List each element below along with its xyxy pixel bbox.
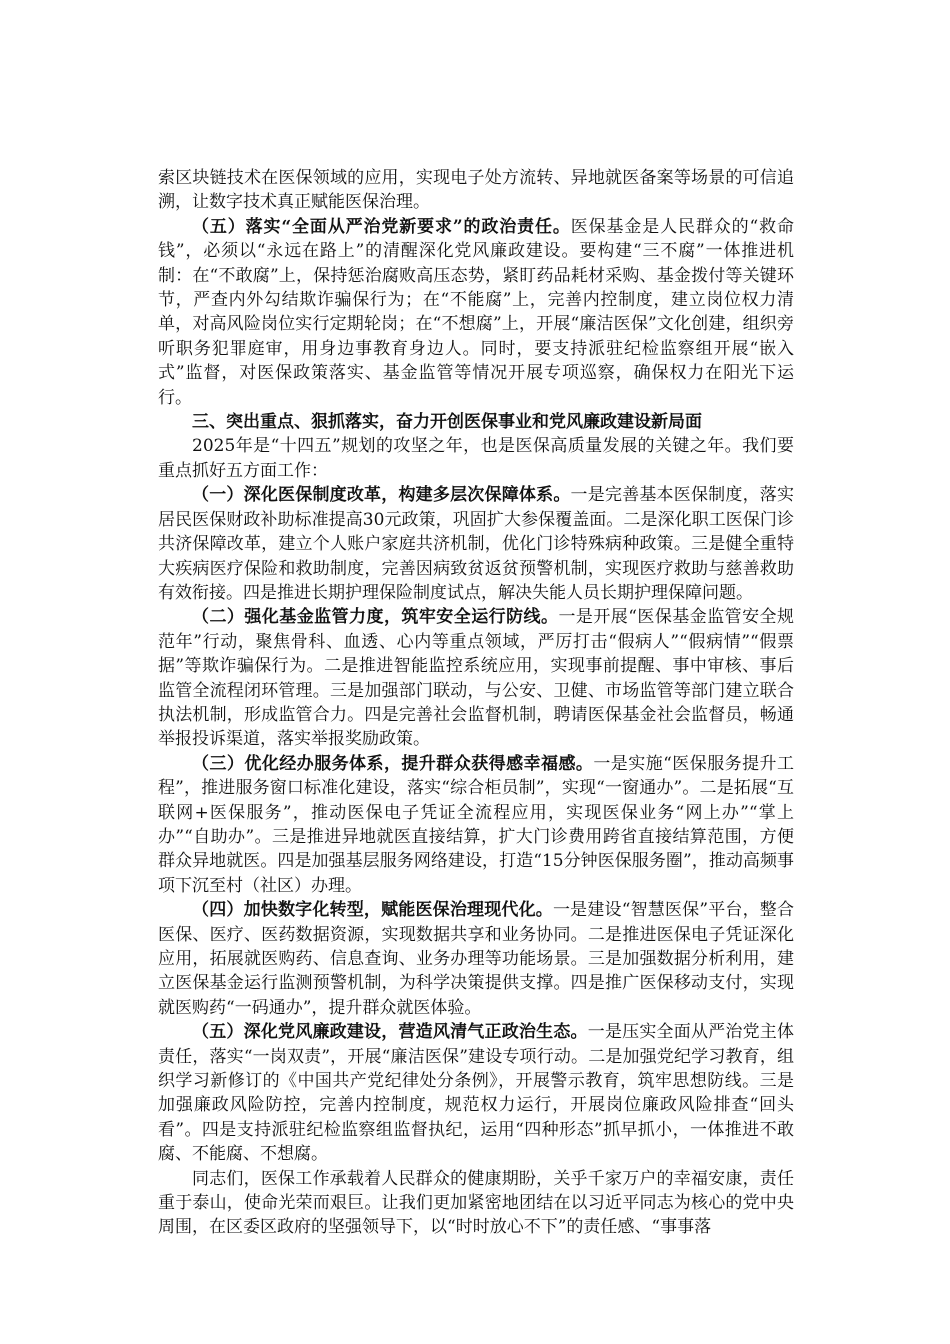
paragraph-lead: （四）加快数字化转型，赋能医保治理现代化。 bbox=[192, 900, 553, 921]
paragraph-text: 同志们，医保工作承载着人民群众的健康期盼，关乎千家万户的幸福安康，责任重于泰山，使命光荣而艰巨。让我们更加紧密地团结在以习近平同志为核心的党中央周围，在区委区政府的坚强领导下，以“时时放心不下”的责任感、“事事落 bbox=[158, 1168, 794, 1238]
paragraph-text: 一是完善基本医保制度，落实居民医保财政补助标准提高30元政策，巩固扩大参保覆盖面。二是深化职工医保门诊共济保障改革，建立个人账户家庭共济机制，优化门诊特殊病种政策。三是健全重特大疾病医疗保险和救助制度，完善因病致贫返贫预警机制，实现医疗救助与慈善救助有效衔接。四是推进长期护理保险制度试点，解决失能人员长期护理保障问题。 bbox=[158, 485, 795, 603]
section-heading-3 bbox=[158, 410, 794, 434]
paragraph-text: 索区块链技术在医保领域的应用，实现电子处方流转、异地就医备案等场景的可信追溯，让数字技术真正赋能医保治理。 bbox=[158, 168, 794, 213]
paragraph-lead: （一）深化医保制度改革，构建多层次保障体系。 bbox=[192, 485, 571, 506]
paragraph-lead: （五）落实“全面从严治党新要求”的政治责任。 bbox=[192, 216, 571, 237]
paragraph-lead: （五）深化党风廉政建设，营造风清气正政治生态。 bbox=[192, 1022, 588, 1043]
document-body bbox=[158, 166, 794, 1240]
paragraph-intro-2025 bbox=[158, 434, 794, 483]
paragraph-lead: （三）优化经办服务体系，提升群众获得感幸福感。 bbox=[192, 753, 594, 774]
heading-text: 三、突出重点、狠抓落实，奋力开创医保事业和党风廉政建设新局面 bbox=[192, 412, 702, 433]
paragraph-item-3 bbox=[158, 752, 794, 898]
paragraph-text: 医保基金是人民群众的“救命钱”，必须以“永远在路上”的清醒深化党风廉政建设。要构建“三不腐”一体推进机制：在“不敢腐”上，保持惩治腐败高压态势，紧盯药品耗材采购、基金拨付等关键环节，严查内外勾结欺诈骗保行为；在“不能腐”上，完善内控制度，建立岗位权力清单，对高风险岗位实行定期轮岗；在“不想腐”上，开展“廉洁医保”文化创建，组织旁听职务犯罪庭审，用身边事教育身边人。同时，要支持派驻纪检监察组开展“嵌入式”监督，对医保政策落实、基金监管等情况开展专项巡察，确保权力在阳光下运行。 bbox=[158, 216, 794, 408]
paragraph-text: 一是开展“医保基金监管安全规范年”行动，聚焦骨科、血透、心内等重点领域，严厉打击“假病人”“假病情”“假票据”等欺诈骗保行为。二是推进智能监控系统应用，实现事前提醒、事中审核、事后监管全流程闭环管理。三是加强部门联动，与公安、卫健、市场监管等部门建立联合执法机制，形成监管合力。四是完善社会监督机制，聘请医保基金社会监督员，畅通举报投诉渠道，落实举报奖励政策。 bbox=[158, 607, 794, 750]
paragraph-closing bbox=[158, 1167, 794, 1240]
paragraph-item-1 bbox=[158, 483, 794, 605]
paragraph-item-2 bbox=[158, 605, 794, 751]
paragraph-text: 一是压实全面从严治党主体责任，落实“一岗双责”，开展“廉洁医保”建设专项行动。二是加强党纪学习教育，组织学习新修订的《中国共产党纪律处分条例》，开展警示教育，筑牢思想防线。三是加强廉政风险防控，完善内控制度，规范权力运行，开展岗位廉政风险排查“回头看”。四是支持派驻纪检监察组监督执纪，运用“四种形态”抓早抓小，一体推进不敢腐、不能腐、不想腐。 bbox=[158, 1022, 794, 1165]
paragraph-item-4 bbox=[158, 898, 794, 1020]
paragraph-text: 一是实施“医保服务提升工程”，推进服务窗口标准化建设，落实“综合柜员制”，实现“一窗通办”。二是拓展“互联网+医保服务”，推动医保电子凭证全流程应用，实现医保业务“网上办”“掌上办”“自助办”。三是推进异地就医直接结算，扩大门诊费用跨省直接结算范围，方便群众异地就医。四是加强基层服务网络建设，打造“15分钟医保服务圈”，推动高频事项下沉至村（社区）办理。 bbox=[158, 753, 794, 896]
paragraph-item-5 bbox=[158, 1020, 794, 1166]
paragraph-section-2-5 bbox=[158, 215, 794, 410]
paragraph-continuation bbox=[158, 166, 794, 215]
paragraph-lead: （二）强化基金监管力度，筑牢安全运行防线。 bbox=[192, 607, 559, 628]
paragraph-text: 2025年是“十四五”规划的攻坚之年，也是医保高质量发展的关键之年。我们要重点抓好五方面工作： bbox=[158, 436, 794, 481]
paragraph-text: 一是建设“智慧医保”平台，整合医保、医疗、医药数据资源，实现数据共享和业务协同。二是推进医保电子凭证深化应用，拓展就医购药、信息查询、业务办理等功能场景。三是加强数据分析利用，建立医保基金运行监测预警机制，为科学决策提供支撑。四是推广医保移动支付，实现就医购药“一码通办”，提升群众就医体验。 bbox=[158, 900, 794, 1018]
